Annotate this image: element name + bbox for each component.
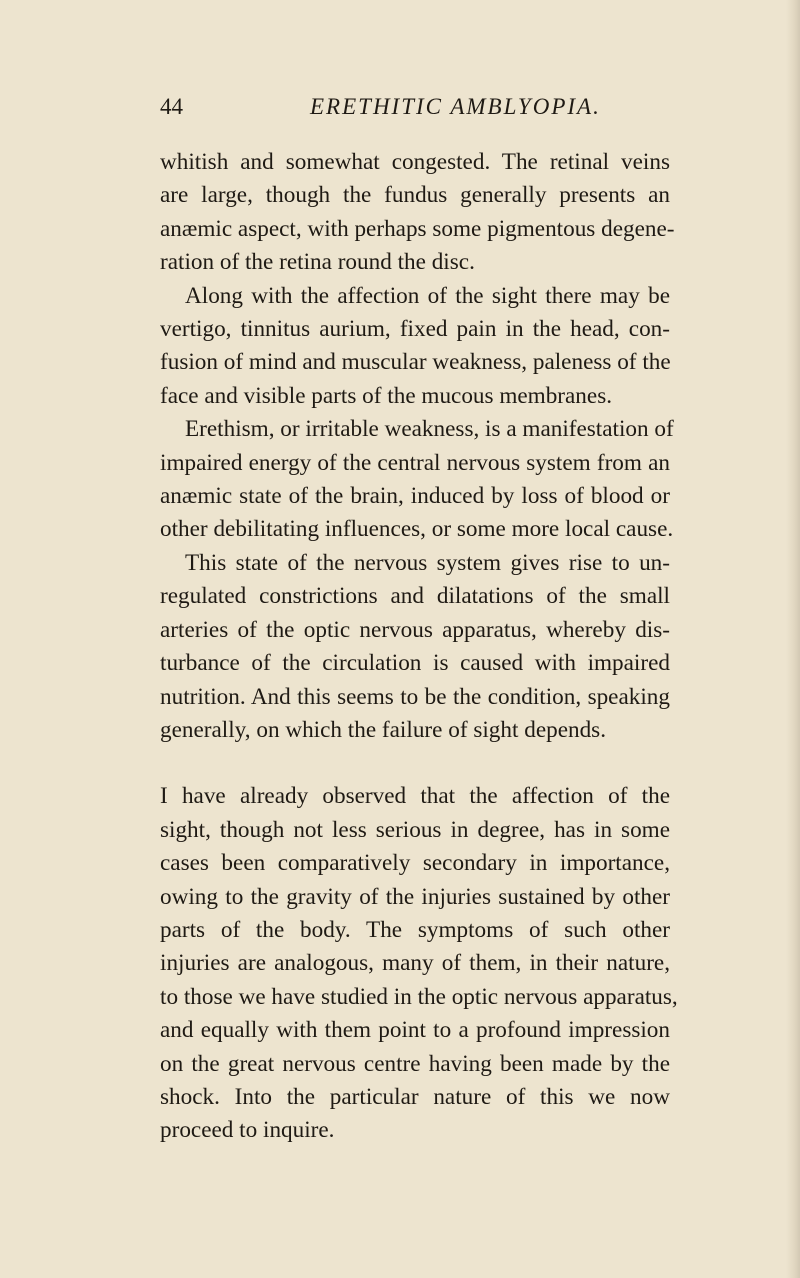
body-text: [160, 146, 678, 1148]
text-line: sight, though not less serious in degree, has in some: [160, 816, 670, 843]
text-line: cases been comparatively secondary in importance,: [160, 850, 670, 877]
page-edge-shadow: [786, 0, 800, 1278]
text-line: Erethism, or irritable weakness, is a manifestation of: [185, 416, 674, 443]
text-line: I have already observed that the affection of the: [160, 783, 670, 810]
text-line: Along with the affection of the sight there may be: [185, 282, 670, 309]
text-line: whitish and somewhat congested. The retinal veins: [160, 149, 670, 175]
text-line: owing to the gravity of the injuries sustained by other: [160, 883, 670, 910]
text-line: impaired energy of the central nervous system from an: [160, 449, 670, 476]
text-line: generally, on which the failure of sight depends.: [160, 716, 607, 743]
text-line: regulated constrictions and dilatations of the small: [160, 583, 670, 610]
page-number: 44: [160, 94, 183, 119]
text-line: nutrition. And this seems to be the condition, speaking: [160, 683, 670, 710]
text-line: other debilitating influences, or some more local cause.: [160, 516, 674, 543]
text-line: face and visible parts of the mucous membranes.: [160, 382, 613, 409]
text-line: injuries are analogous, many of them, in their nature,: [160, 950, 670, 977]
text-line: proceed to inquire.: [160, 1117, 335, 1144]
running-title: ERETHITIC AMBLYOPIA.: [310, 94, 601, 119]
text-line: on the great nervous centre having been made by the: [160, 1050, 670, 1077]
text-line: fusion of mind and muscular weakness, paleness of the: [160, 349, 671, 376]
text-line: and equally with them point to a profound impression: [160, 1017, 670, 1044]
text-line: turbance of the circulation is caused with impaired: [160, 650, 670, 677]
text-line: vertigo, tinnitus aurium, fixed pain in the head, con-: [160, 316, 670, 343]
text-line: shock. Into the particular nature of this we now: [160, 1083, 670, 1110]
paragraph-gap: [160, 747, 670, 780]
text-line: to those we have studied in the optic nervous apparatus,: [160, 983, 678, 1010]
text-line: parts of the body. The symptoms of such other: [160, 916, 670, 943]
text-line: are large, though the fundus generally presents an: [160, 182, 670, 209]
text-line: This state of the nervous system gives rise to un-: [185, 549, 670, 576]
text-line: ration of the retina round the disc.: [160, 249, 475, 276]
text-line: anæmic aspect, with perhaps some pigmentous degene-: [160, 215, 675, 242]
running-header: [160, 92, 664, 122]
text-line: anæmic state of the brain, induced by loss of blood or: [160, 483, 670, 510]
text-line: arteries of the optic nervous apparatus, whereby dis-: [160, 616, 670, 643]
